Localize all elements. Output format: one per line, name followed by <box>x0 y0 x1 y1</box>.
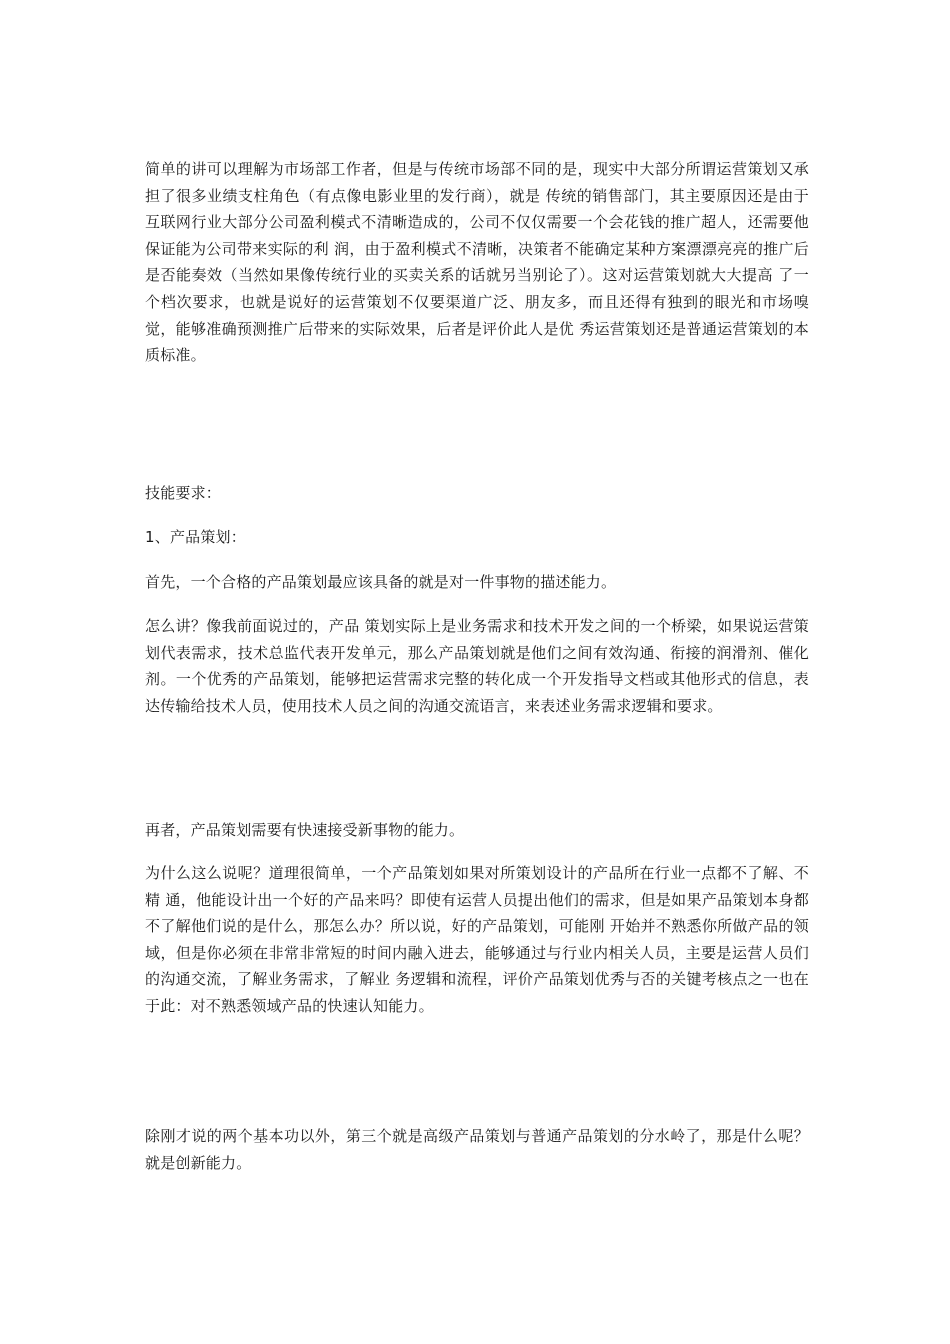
subheading-product-planning: 1、产品策划： <box>145 528 246 546</box>
paragraph-third-point: 除刚才说的两个基本功以外，第三个就是高级产品策划与普通产品策划的分水岭了，那是什么呢？就是创新能力。 <box>145 1127 809 1172</box>
section-heading-skills: 技能要求： <box>145 484 222 502</box>
paragraph-bridge-explanation: 怎么讲？像我前面说过的，产品 策划实际上是业务需求和技术开发之间的一个桥梁，如果说运营策划代表需求，技术总监代表开发单元，那么产品策划就是他们之间有效沟通、衔接的润滑剂、催化 剂。一个优秀的产品策划，能够把运营需求完整的转化成一个开发指导文档或其他形式的信息，表达传输给技术人员，使用技术人员之间的沟通交流语言，来表述业务需求逻辑和要求。 <box>145 617 809 715</box>
paragraph-learning-explanation: 为什么这么说呢？道理很简单，一个产品策划如果对所策划设计的产品所在行业一点都不了解、不精 通，他能设计出一个好的产品来吗？即使有运营人员提出他们的需求，但是如果产品策划本身都不了解他们说的是什么，那怎么办？所以说，好的产品策划，可能刚 开始并不熟悉你所做产品的领域，但是你必须在非常非常短的时间内融入进去，能够通过与行业内相关人员，主要是运营人员们的沟通交流，了解业务需求，了解业 务逻辑和流程，评价产品策划优秀与否的关键考核点之一也在于此：对不熟悉领域产品的快速认知能力。 <box>145 864 809 1015</box>
paragraph-second-point: 再者，产品策划需要有快速接受新事物的能力。 <box>145 821 465 839</box>
paragraph-operations-planning: 简单的讲可以理解为市场部工作者，但是与传统市场部不同的是，现实中大部分所谓运营策划又承担了很多业绩支柱角色（有点像电影业里的发行商），就是 传统的销售部门，其主要原因还是由于互联网行业大部分公司盈利模式不清晰造成的，公司不仅仅需要一个会花钱的推广超人，还需要他保证能为公司带来实际的利 润，由于盈利模式不清晰，决策者不能确定某种方案漂漂亮亮的推广后是否能奏效（当然如果像传统行业的买卖关系的话就另当别论了）。这对运营策划就大大提高 了一个档次要求，也就是说好的运营策划不仅要渠道广泛、朋友多，而且还得有独到的眼光和市场嗅觉，能够准确预测推广后带来的实际效果，后者是评价此人是优 秀运营策划还是普通运营策划的本质标准。 <box>145 160 809 365</box>
paragraph-first-point: 首先，一个合格的产品策划最应该具备的就是对一件事物的描述能力。 <box>145 573 617 591</box>
